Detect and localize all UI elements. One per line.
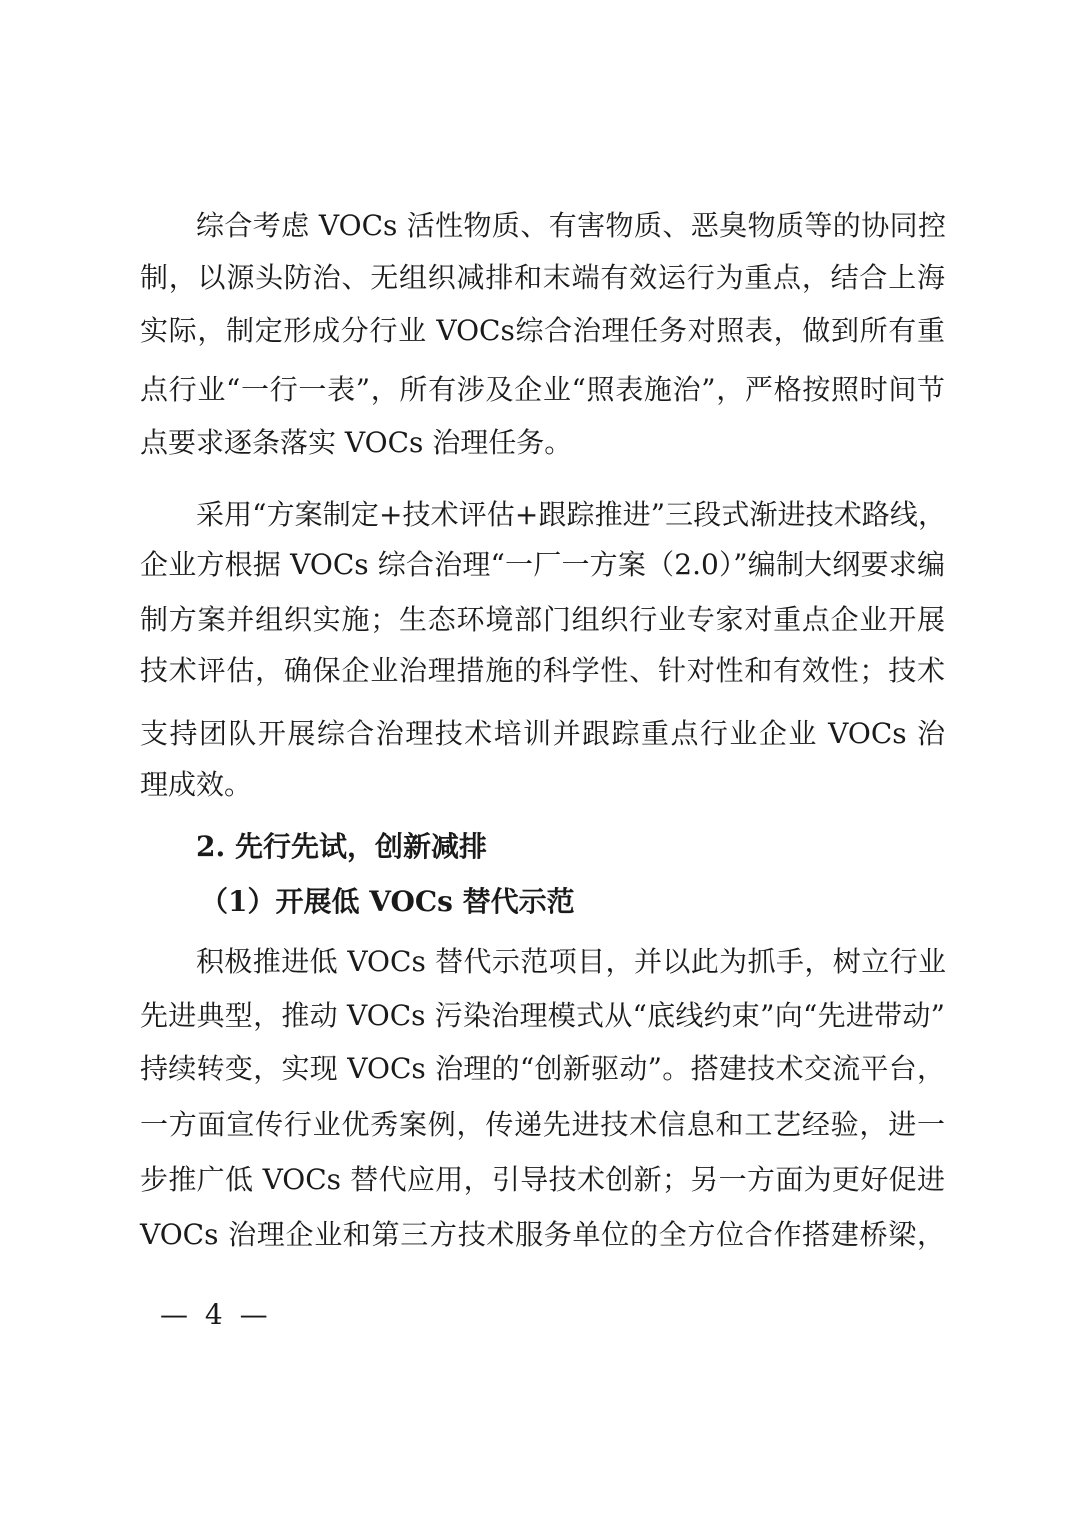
paragraph-1-line-3: 实际，制定形成分行业 VOCs综合治理任务对照表，做到所有重 <box>140 314 945 347</box>
paragraph-1-line-4: 点行业“一行一表”，所有涉及企业“照表施治”，严格按照时间节 <box>140 373 945 406</box>
paragraph-3-line-3: 持续转变，实现 VOCs 治理的“创新驱动”。搭建技术交流平台， <box>140 1052 945 1085</box>
paragraph-1-line-5: 点要求逐条落实 VOCs 治理任务。 <box>140 426 573 459</box>
paragraph-2-line-1: 采用“方案制定+技术评估+跟踪推进”三段式渐进技术路线， <box>196 498 946 531</box>
paragraph-3-line-6: VOCs 治理企业和第三方技术服务单位的全方位合作搭建桥梁， <box>140 1218 945 1251</box>
paragraph-3-line-1: 积极推进低 VOCs 替代示范项目，并以此为抓手，树立行业 <box>196 945 946 978</box>
paragraph-3-line-5: 步推广低 VOCs 替代应用，引导技术创新；另一方面为更好促进 <box>140 1163 945 1196</box>
paragraph-3-line-4: 一方面宣传行业优秀案例，传递先进技术信息和工艺经验，进一 <box>140 1108 945 1141</box>
paragraph-1-line-1: 综合考虑 VOCs 活性物质、有害物质、恶臭物质等的协同控 <box>196 209 946 242</box>
paragraph-2-line-5: 支持团队开展综合治理技术培训并跟踪重点行业企业 VOCs 治 <box>140 717 945 750</box>
paragraph-2-line-4: 技术评估，确保企业治理措施的科学性、针对性和有效性；技术 <box>140 654 945 687</box>
paragraph-2-line-2: 企业方根据 VOCs 综合治理“一厂一方案（2.0）”编制大纲要求编 <box>140 548 945 581</box>
subsection-heading: （1）开展低 VOCs 替代示范 <box>200 885 575 918</box>
page-number: — 4 — <box>160 1298 272 1331</box>
section-heading: 2. 先行先试，创新减排 <box>196 830 487 863</box>
paragraph-3-line-2: 先进典型，推动 VOCs 污染治理模式从“底线约束”向“先进带动” <box>140 999 945 1032</box>
paragraph-2-line-3: 制方案并组织实施；生态环境部门组织行业专家对重点企业开展 <box>140 603 945 636</box>
paragraph-1-line-2: 制，以源头防治、无组织减排和末端有效运行为重点，结合上海 <box>140 261 945 294</box>
paragraph-2-line-6: 理成效。 <box>140 768 253 801</box>
